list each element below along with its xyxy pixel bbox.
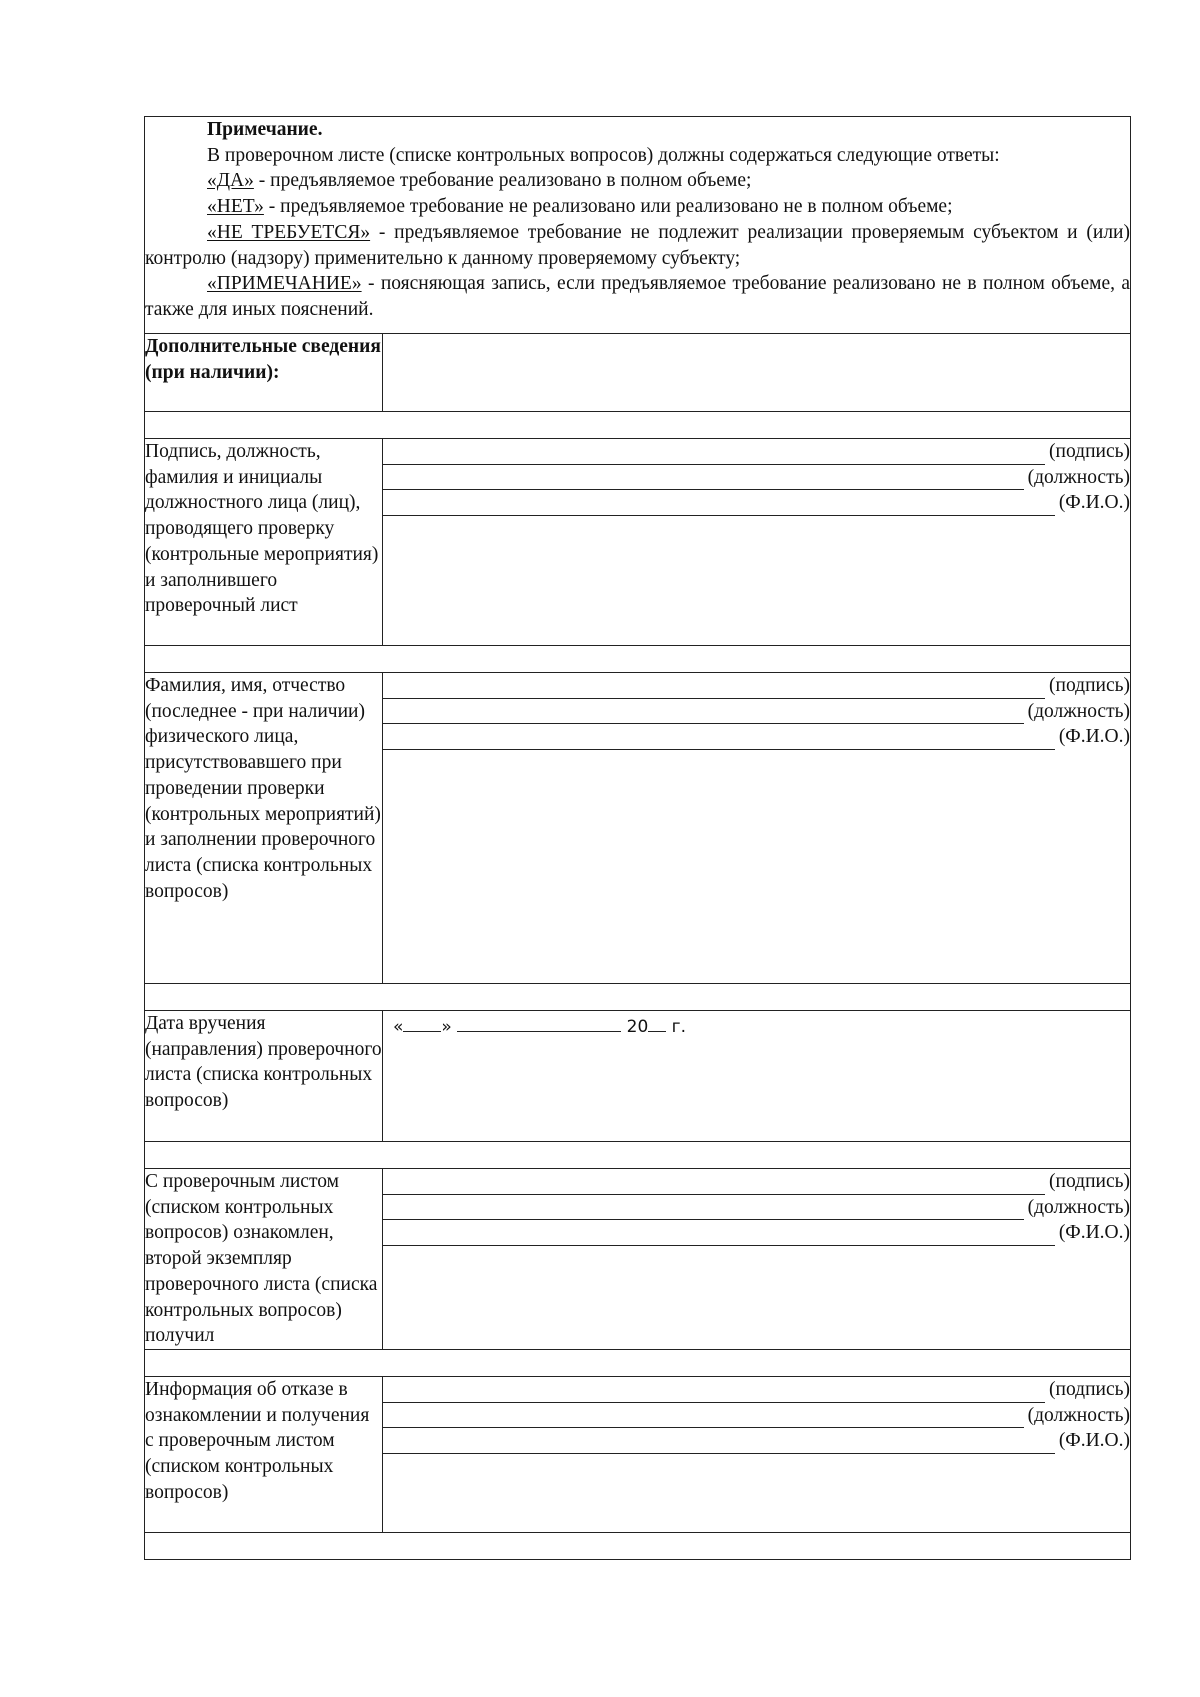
delivery-date-input[interactable] bbox=[383, 1011, 1130, 1041]
signature-caption: (подпись) bbox=[1049, 674, 1130, 696]
signature-caption: (подпись) bbox=[1049, 1378, 1130, 1400]
date-open-quote: « bbox=[393, 1017, 404, 1037]
signature-caption: (подпись) bbox=[1049, 1170, 1130, 1192]
form-page bbox=[144, 116, 1130, 1560]
fio-line[interactable] bbox=[383, 490, 1130, 516]
attendee-signature-label: Фамилия, имя, отчество (последнее - при наличии) физического лица, присутствовавшего при проведении проверки (контрольных мероприятий) и заполнении проверочного листа (списка контрольных вопросов) bbox=[145, 673, 383, 984]
note-item-no bbox=[145, 194, 1130, 220]
note-item-remark bbox=[145, 271, 1130, 322]
note-text-not-required: - предъявляемое требование не подлежит реализации проверяемым субъектом и (или) контролю (надзору) применительно к данному проверяемому субъекту; bbox=[145, 221, 1130, 269]
note-title: Примечание. bbox=[207, 119, 323, 140]
year-prefix: 20 bbox=[626, 1017, 649, 1037]
position-line[interactable] bbox=[383, 465, 1130, 491]
inspector-signature-label: Подпись, должность, фамилия и инициалы должностного лица (лиц), проводящего проверку (контрольные мероприятия) и заполнившего проверочный лист bbox=[145, 439, 383, 646]
checklist-form-table bbox=[144, 116, 1131, 1560]
date-close-quote: » bbox=[441, 1017, 452, 1037]
inspector-signature-row bbox=[145, 439, 1131, 646]
inspector-signature-fields bbox=[383, 439, 1131, 646]
signature-line[interactable] bbox=[383, 1169, 1130, 1195]
additional-info-value[interactable] bbox=[383, 334, 1131, 412]
spacer-row bbox=[145, 1533, 1131, 1560]
position-line[interactable] bbox=[383, 1403, 1130, 1429]
additional-info-row bbox=[145, 334, 1131, 412]
signature-line[interactable] bbox=[383, 673, 1130, 699]
note-term-yes: «ДА» bbox=[207, 170, 254, 192]
year-blank[interactable] bbox=[648, 1015, 666, 1032]
note-term-not-required: «НЕ ТРЕБУЕТСЯ» bbox=[207, 221, 371, 243]
delivery-date-label: Дата вручения (направления) проверочного листа (списка контрольных вопросов) bbox=[145, 1011, 383, 1142]
acknowledgement-fields bbox=[383, 1169, 1131, 1350]
note-item-not-required bbox=[145, 220, 1130, 271]
delivery-date-row bbox=[145, 1011, 1131, 1142]
delivery-date-fields bbox=[383, 1011, 1131, 1142]
spacer-row bbox=[145, 1142, 1131, 1169]
signature-caption: (подпись) bbox=[1049, 440, 1130, 462]
additional-info-label: Дополнительные сведения (при наличии): bbox=[145, 334, 383, 412]
acknowledgement-row bbox=[145, 1169, 1131, 1350]
fio-line[interactable] bbox=[383, 724, 1130, 750]
note-item-yes bbox=[145, 168, 1130, 194]
position-caption: (должность) bbox=[1027, 1196, 1130, 1218]
attendee-signature-fields bbox=[383, 673, 1131, 984]
position-line[interactable] bbox=[383, 1195, 1130, 1221]
fio-line[interactable] bbox=[383, 1428, 1130, 1454]
fio-line[interactable] bbox=[383, 1220, 1130, 1246]
note-term-remark: «ПРИМЕЧАНИЕ» bbox=[207, 273, 362, 295]
position-line[interactable] bbox=[383, 699, 1130, 725]
signature-line[interactable] bbox=[383, 1377, 1130, 1403]
fio-caption: (Ф.И.О.) bbox=[1058, 1222, 1130, 1244]
spacer-row bbox=[145, 646, 1131, 673]
spacer-row bbox=[145, 412, 1131, 439]
acknowledgement-label: С проверочным листом (списком контрольных вопросов) ознакомлен, второй экземпляр проверочного листа (списка контрольных вопросов) получил bbox=[145, 1169, 383, 1350]
note-row bbox=[145, 117, 1131, 334]
position-caption: (должность) bbox=[1027, 466, 1130, 488]
fio-caption: (Ф.И.О.) bbox=[1058, 726, 1130, 748]
spacer-row bbox=[145, 984, 1131, 1011]
month-blank[interactable] bbox=[457, 1015, 621, 1032]
spacer-row bbox=[145, 1350, 1131, 1377]
note-intro: В проверочном листе (списке контрольных вопросов) должны содержаться следующие ответы: bbox=[207, 144, 1000, 166]
refusal-info-label: Информация об отказе в ознакомлении и получения с проверочным листом (списком контрольных вопросов) bbox=[145, 1377, 383, 1533]
note-text-no: - предъявляемое требование не реализовано или реализовано не в полном объеме; bbox=[263, 196, 953, 218]
fio-caption: (Ф.И.О.) bbox=[1058, 1430, 1130, 1452]
note-text-yes: - предъявляемое требование реализовано в полном объеме; bbox=[253, 170, 752, 192]
note-term-no: «НЕТ» bbox=[207, 196, 264, 218]
fio-caption: (Ф.И.О.) bbox=[1058, 492, 1130, 514]
attendee-signature-row bbox=[145, 673, 1131, 984]
year-suffix: г. bbox=[671, 1017, 687, 1037]
note-cell bbox=[145, 117, 1131, 334]
refusal-info-fields bbox=[383, 1377, 1131, 1533]
refusal-info-row bbox=[145, 1377, 1131, 1533]
day-blank[interactable] bbox=[403, 1015, 441, 1032]
note-text-remark: - поясняющая запись, если предъявляемое требование реализовано не в полном объеме, а также для иных пояснений. bbox=[145, 273, 1130, 320]
position-caption: (должность) bbox=[1027, 700, 1130, 722]
signature-line[interactable] bbox=[383, 439, 1130, 465]
position-caption: (должность) bbox=[1027, 1404, 1130, 1426]
